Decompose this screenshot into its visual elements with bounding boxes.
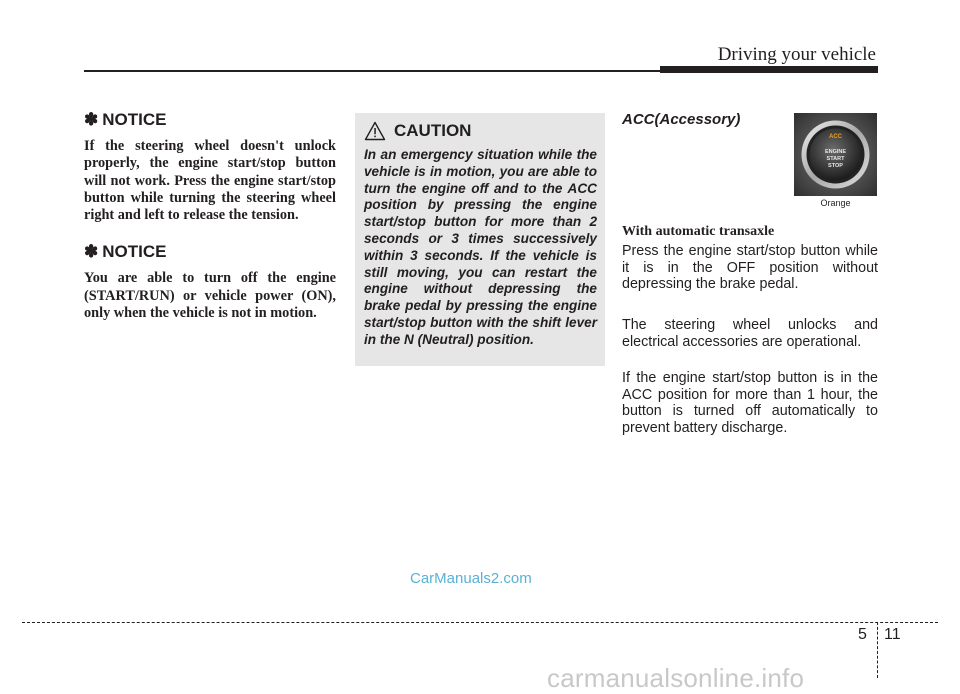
acc-label: ACC	[829, 134, 842, 140]
acc-subheading: With automatic transaxle	[622, 224, 775, 239]
button-line-engine: ENGINE	[824, 149, 847, 155]
notice-1-body: If the steering wheel doesn't unlock properly, the engine start/stop button will not work. Press the engine start/stop button while turning the steering wheel right and left to release the tension.	[84, 138, 336, 224]
carmanuals-watermark: CarManuals2.com	[410, 570, 532, 587]
page-number: 11	[884, 626, 901, 643]
warning-triangle-icon	[364, 121, 386, 141]
acc-paragraph-2: The steering wheel unlocks and electrical accessories are operational.	[622, 317, 878, 350]
page-number-separator	[877, 622, 878, 678]
caution-body: In an emergency situation while the vehicle is in motion, you are able to turn the engine off and to the ACC position by pressing the engine start/stop button for more than 2 seconds or 3 times successively within 3 seconds. If the vehicle is still moving, you can restart the engine without depressing the brake pedal by pressing the engine start/stop button with the shift lever in the N (Neutral) position.	[364, 147, 597, 347]
figure-caption: Orange	[820, 198, 851, 208]
caution-box	[355, 113, 605, 366]
button-line-start: START	[826, 156, 845, 162]
notice-1-mark: ✽	[84, 110, 99, 129]
notice-2-title-text: NOTICE	[102, 242, 167, 262]
engine-start-stop-button-photo	[794, 113, 877, 196]
notice-1-title-text: NOTICE	[102, 110, 167, 129]
header-title: Driving your vehicle	[717, 44, 876, 65]
notice-column	[84, 110, 336, 340]
footer-rule	[22, 622, 938, 623]
acc-paragraph-1: Press the engine start/stop button while it is in the OFF position without depressing the brake pedal.	[622, 243, 878, 293]
site-watermark: carmanualsonline.info	[547, 663, 805, 693]
chapter-number: 5	[858, 626, 867, 643]
caution-title: CAUTION	[394, 121, 472, 140]
header-rule-thin	[84, 70, 660, 72]
acc-paragraph-3: If the engine start/stop button is in the ACC position for more than 1 hour, the button is turned off automatically to prevent battery discharge.	[622, 370, 878, 436]
notice-2-body: You are able to turn off the engine (START/RUN) or vehicle power (ON), only when the vehicle is not in motion.	[84, 270, 336, 322]
header-rule-thick	[660, 66, 878, 73]
notice-1-title	[84, 110, 336, 130]
notice-2-mark: ✽	[84, 242, 99, 262]
acc-heading: ACC(Accessory)	[622, 111, 741, 128]
acc-figure	[794, 113, 877, 212]
caution-header	[364, 121, 597, 141]
button-line-stop: STOP	[828, 163, 843, 169]
notice-2-title	[84, 242, 336, 262]
